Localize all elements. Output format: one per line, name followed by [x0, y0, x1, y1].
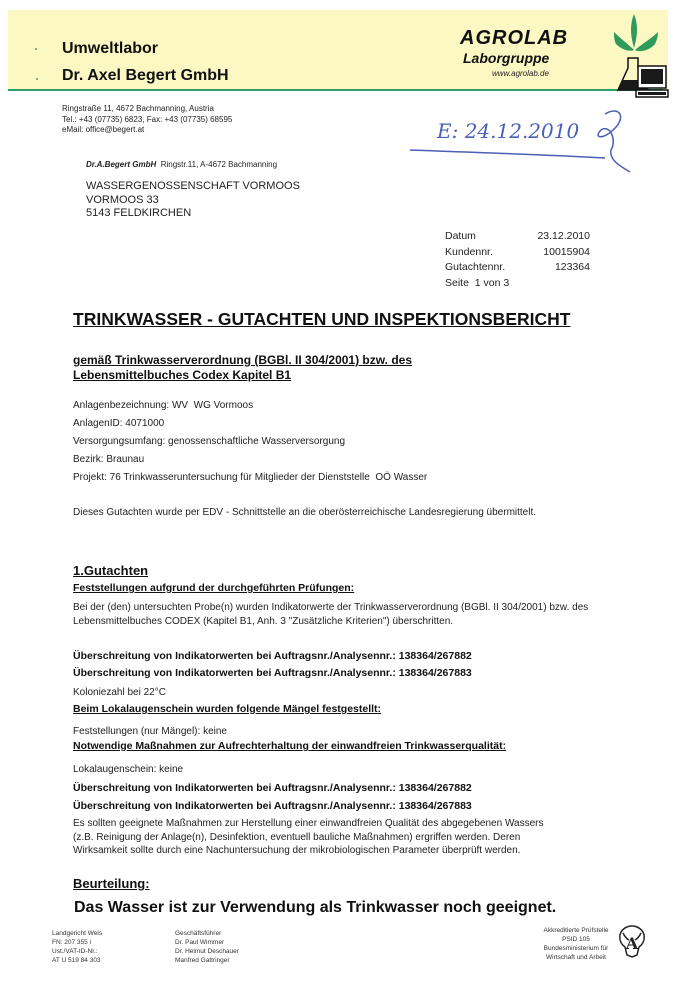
exceedance-line: Überschreitung von Indikatorwerten bei Auftragsnr./Analysennr.: 138364/267883: [73, 800, 472, 812]
footer-line: Bundesministerium für: [543, 945, 609, 952]
report-number-label: Gutachtennr.: [445, 261, 506, 273]
facility-name: Anlagenbezeichnung: WV WG Vormoos: [73, 400, 254, 411]
austrian-eagle-seal-icon: [617, 923, 647, 959]
section-heading: 1.Gutachten: [73, 563, 149, 578]
footer-line: Geschäftsführer: [175, 930, 222, 937]
leaf-icon: [631, 14, 637, 48]
lab-name: Umweltlabor: [62, 40, 159, 57]
footer-management: [175, 929, 239, 965]
footer-line: Landgericht Wels: [52, 930, 103, 937]
district: Bezirk: Braunau: [73, 454, 145, 465]
exceedance-line: Überschreitung von Indikatorwerten bei Auftragsnr./Analysennr.: 138364/267882: [73, 782, 472, 794]
sender-company: Dr.A.Begert GmbH: [86, 160, 157, 169]
leaf-icon: [614, 32, 634, 51]
assessment-heading: Beurteilung:: [73, 876, 150, 891]
document-title: TRINKWASSER - GUTACHTEN UND INSPEKTIONSBERICHT: [73, 309, 571, 329]
document-subtitle: [73, 353, 412, 383]
leaf-icon: [635, 32, 658, 51]
company-name: Dr. Axel Begert GmbH: [62, 67, 229, 84]
footer-line: AT U 519 84 303: [52, 957, 101, 964]
agrolab-logo-icon: [610, 10, 670, 100]
agrolab-url[interactable]: www.agrolab.de: [492, 69, 549, 78]
measures-text: Lokalaugenschein: keine: [73, 764, 184, 775]
page-number: Seite 1 von 3: [445, 276, 510, 289]
facility-id: AnlagenID: 4071000: [73, 418, 165, 429]
facility-info: [73, 397, 427, 487]
measures-heading: Notwendige Maßnahmen zur Aufrechterhaltung der einwandfreien Trinkwasserqualität:: [73, 740, 507, 752]
findings-text: Bei der (den) untersuchten Probe(n) wurden Indikatorwerte der Trinkwasserverordnung (BGBl. II 304/2001) bzw. des Lebensmittelbuches CODEX (Kapitel B1, Anh. 3 "Zusätzliche Kriterien") überschritten.: [73, 602, 589, 627]
seal-letter: A: [625, 934, 639, 953]
letterhead-divider: [8, 89, 663, 91]
decor-dot: [36, 78, 38, 80]
address-line: Ringstraße 11, 4672 Bachmanning, Austria: [62, 104, 214, 113]
phone-line: Tel.: +43 (07735) 6823, Fax: +43 (07735) 68595: [62, 114, 233, 124]
footer-line: Manfred Gattringer: [175, 957, 230, 964]
sender-line: [86, 160, 277, 169]
email-line: eMail: office@begert.at: [62, 125, 145, 134]
footer-line: Akkreditierte Prüfstelle: [543, 927, 609, 934]
decor-dot: [35, 48, 37, 50]
agrolab-subtitle: Laborgruppe: [463, 50, 550, 66]
footer-line: Ust./VAT-ID-Nr.:: [52, 948, 98, 955]
agrolab-logo-text: AGROLAB: [460, 27, 569, 49]
recipient-name: WASSERGENOSSENSCHAFT VORMOOS: [86, 180, 300, 192]
recipient-street: VORMOOS 33: [86, 193, 159, 206]
parameter-line: Koloniezahl bei 22°C: [73, 687, 166, 698]
handwritten-note: E: 24.12.2010: [437, 119, 580, 143]
findings-heading: Feststellungen aufgrund der durchgeführten Prüfungen:: [73, 582, 355, 594]
project: Projekt: 76 Trinkwasseruntersuchung für Mitglieder der Dienststelle OÖ Wasser: [73, 472, 428, 483]
inspection-text: Feststellungen (nur Mängel): keine: [73, 726, 227, 737]
inspection-heading: Beim Lokalaugenschein wurden folgende Mängel festgestellt:: [73, 703, 382, 715]
lab-address: [62, 104, 232, 136]
footer-line: Dr. Paul Wimmer: [175, 939, 225, 946]
footer-line: Wirtschaft und Arbeit: [546, 954, 606, 961]
exceedance-line: Überschreitung von Indikatorwerten bei Auftragsnr./Analysennr.: 138364/267883: [73, 667, 472, 679]
measures-body: Es sollten geeignete Maßnahmen zur Herstellung einer einwandfreien Qualität des abgegebenen Wassers (z.B. Reinigung der Anlage(n), Desinfektion, eventuell bauliche Maßnahmen) ergriffen werden. Deren Wirksamkeit sollte durch eine Nachuntersuchung der mikrobiologischen Parameter überprüft werden.: [73, 818, 544, 856]
document-meta: [445, 229, 590, 291]
signature-icon: [598, 111, 630, 172]
edv-note: Dieses Gutachten wurde per EDV - Schnittstelle an die oberösterreichische Landesregierung übermittelt.: [73, 507, 537, 518]
subtitle-line: Lebensmittelbuches Codex Kapitel B1: [73, 368, 292, 382]
date-value: 23.12.2010: [537, 230, 590, 242]
footer-line: Dr. Helmut Deschauer: [175, 948, 239, 955]
assessment-verdict: Das Wasser ist zur Verwendung als Trinkwasser noch geeignet.: [74, 899, 557, 916]
handwritten-receipt-stamp: [405, 100, 635, 175]
supply-scope: Versorgungsumfang: genossenschaftliche Wasserversorgung: [73, 436, 346, 447]
footer-accreditation: [535, 926, 617, 962]
customer-number-value: 10015904: [543, 245, 590, 258]
date-label: Datum: [445, 230, 476, 242]
footer-line: FN: 207 355 i: [52, 939, 92, 946]
report-number-value: 123364: [554, 261, 590, 273]
recipient-address: [86, 180, 300, 221]
exceedance-line: Überschreitung von Indikatorwerten bei Auftragsnr./Analysennr.: 138364/267882: [73, 650, 472, 662]
recipient-city: 5143 FELDKIRCHEN: [86, 207, 192, 219]
customer-number-label: Kundennr.: [445, 245, 493, 258]
footer-court: [52, 929, 102, 965]
subtitle-line: gemäß Trinkwasserverordnung (BGBl. II 304/2001) bzw. des: [73, 353, 412, 367]
sender-address: Ringstr.11, A-4672 Bachmanning: [160, 160, 278, 169]
footer-line: PSID 105: [562, 936, 590, 943]
